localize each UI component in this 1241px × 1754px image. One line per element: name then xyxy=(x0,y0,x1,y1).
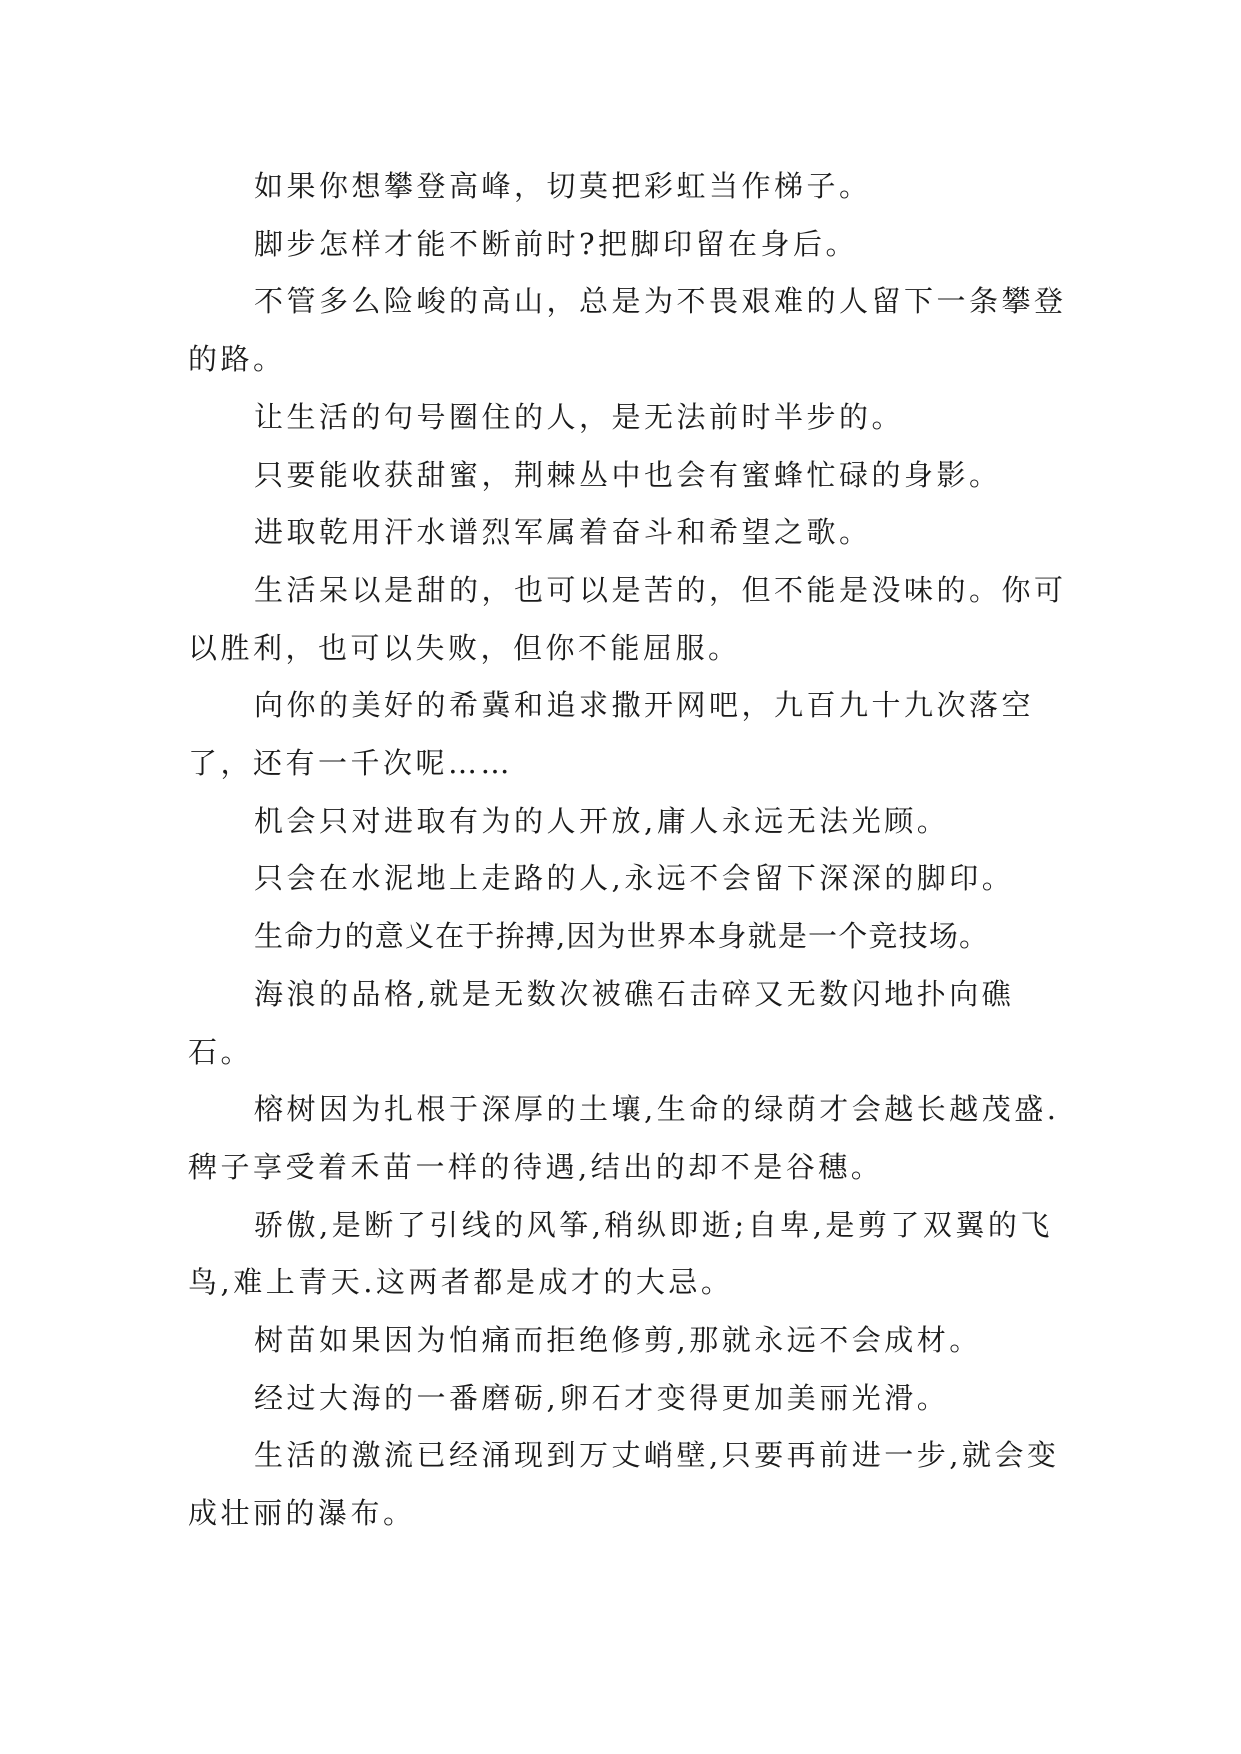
paragraph-10: 只会在水泥地上走路的人,永远不会留下深深的脚印。 xyxy=(254,861,1015,896)
paragraph-7: 生活呆以是甜的，也可以是苦的，但不能是没味的。你可以胜利，也可以失败，但你不能屈服。 xyxy=(188,572,1067,665)
paragraph-2: 脚步怎样才能不断前时?把脚印留在身后。 xyxy=(254,226,859,261)
paragraph-11: 生命力的意义在于拚搏,因为世界本身就是一个竞技场。 xyxy=(254,919,990,954)
paragraph-9: 机会只对进取有为的人开放,庸人永远无法光顾。 xyxy=(254,803,950,838)
paragraph-14: 骄傲,是断了引线的风筝,稍纵即逝;自卑,是剪了双翼的飞鸟,难上青天.这两者都是成才的大忌。 xyxy=(188,1207,1053,1300)
paragraph-6: 进取乾用汗水谱烈军属着奋斗和希望之歌。 xyxy=(254,515,872,550)
paragraph-3: 不管多么险峻的高山，总是为不畏艰难的人留下一条攀登的路。 xyxy=(188,284,1067,377)
paragraph-15: 树苗如果因为怕痛而拒绝修剪,那就永远不会成材。 xyxy=(254,1323,982,1358)
paragraph-4: 让生活的句号圈住的人，是无法前时半步的。 xyxy=(254,399,905,434)
paragraph-17: 生活的激流已经涌现到万丈峭壁,只要再前进一步,就会变成壮丽的瀑布。 xyxy=(188,1438,1060,1531)
paragraph-16: 经过大海的一番磨砺,卵石才变得更加美丽光滑。 xyxy=(254,1380,950,1415)
document-body xyxy=(188,158,1068,1543)
paragraph-13: 榕树因为扎根于深厚的土壤,生命的绿荫才会越长越茂盛.稗子享受着禾苗一样的待遇,结出的却不是谷穗。 xyxy=(188,1092,1060,1184)
paragraph-8: 向你的美好的希冀和追求撒开网吧，九百九十九次落空了，还有一千次呢…… xyxy=(188,688,1035,781)
paragraph-5: 只要能收获甜蜜，荆棘丛中也会有蜜蜂忙碌的身影。 xyxy=(254,457,1002,492)
paragraph-1: 如果你想攀登高峰，切莫把彩虹当作梯子。 xyxy=(254,169,872,203)
paragraph-12: 海浪的品格,就是无数次被礁石击碎又无数闪地扑向礁石。 xyxy=(188,976,1015,1069)
